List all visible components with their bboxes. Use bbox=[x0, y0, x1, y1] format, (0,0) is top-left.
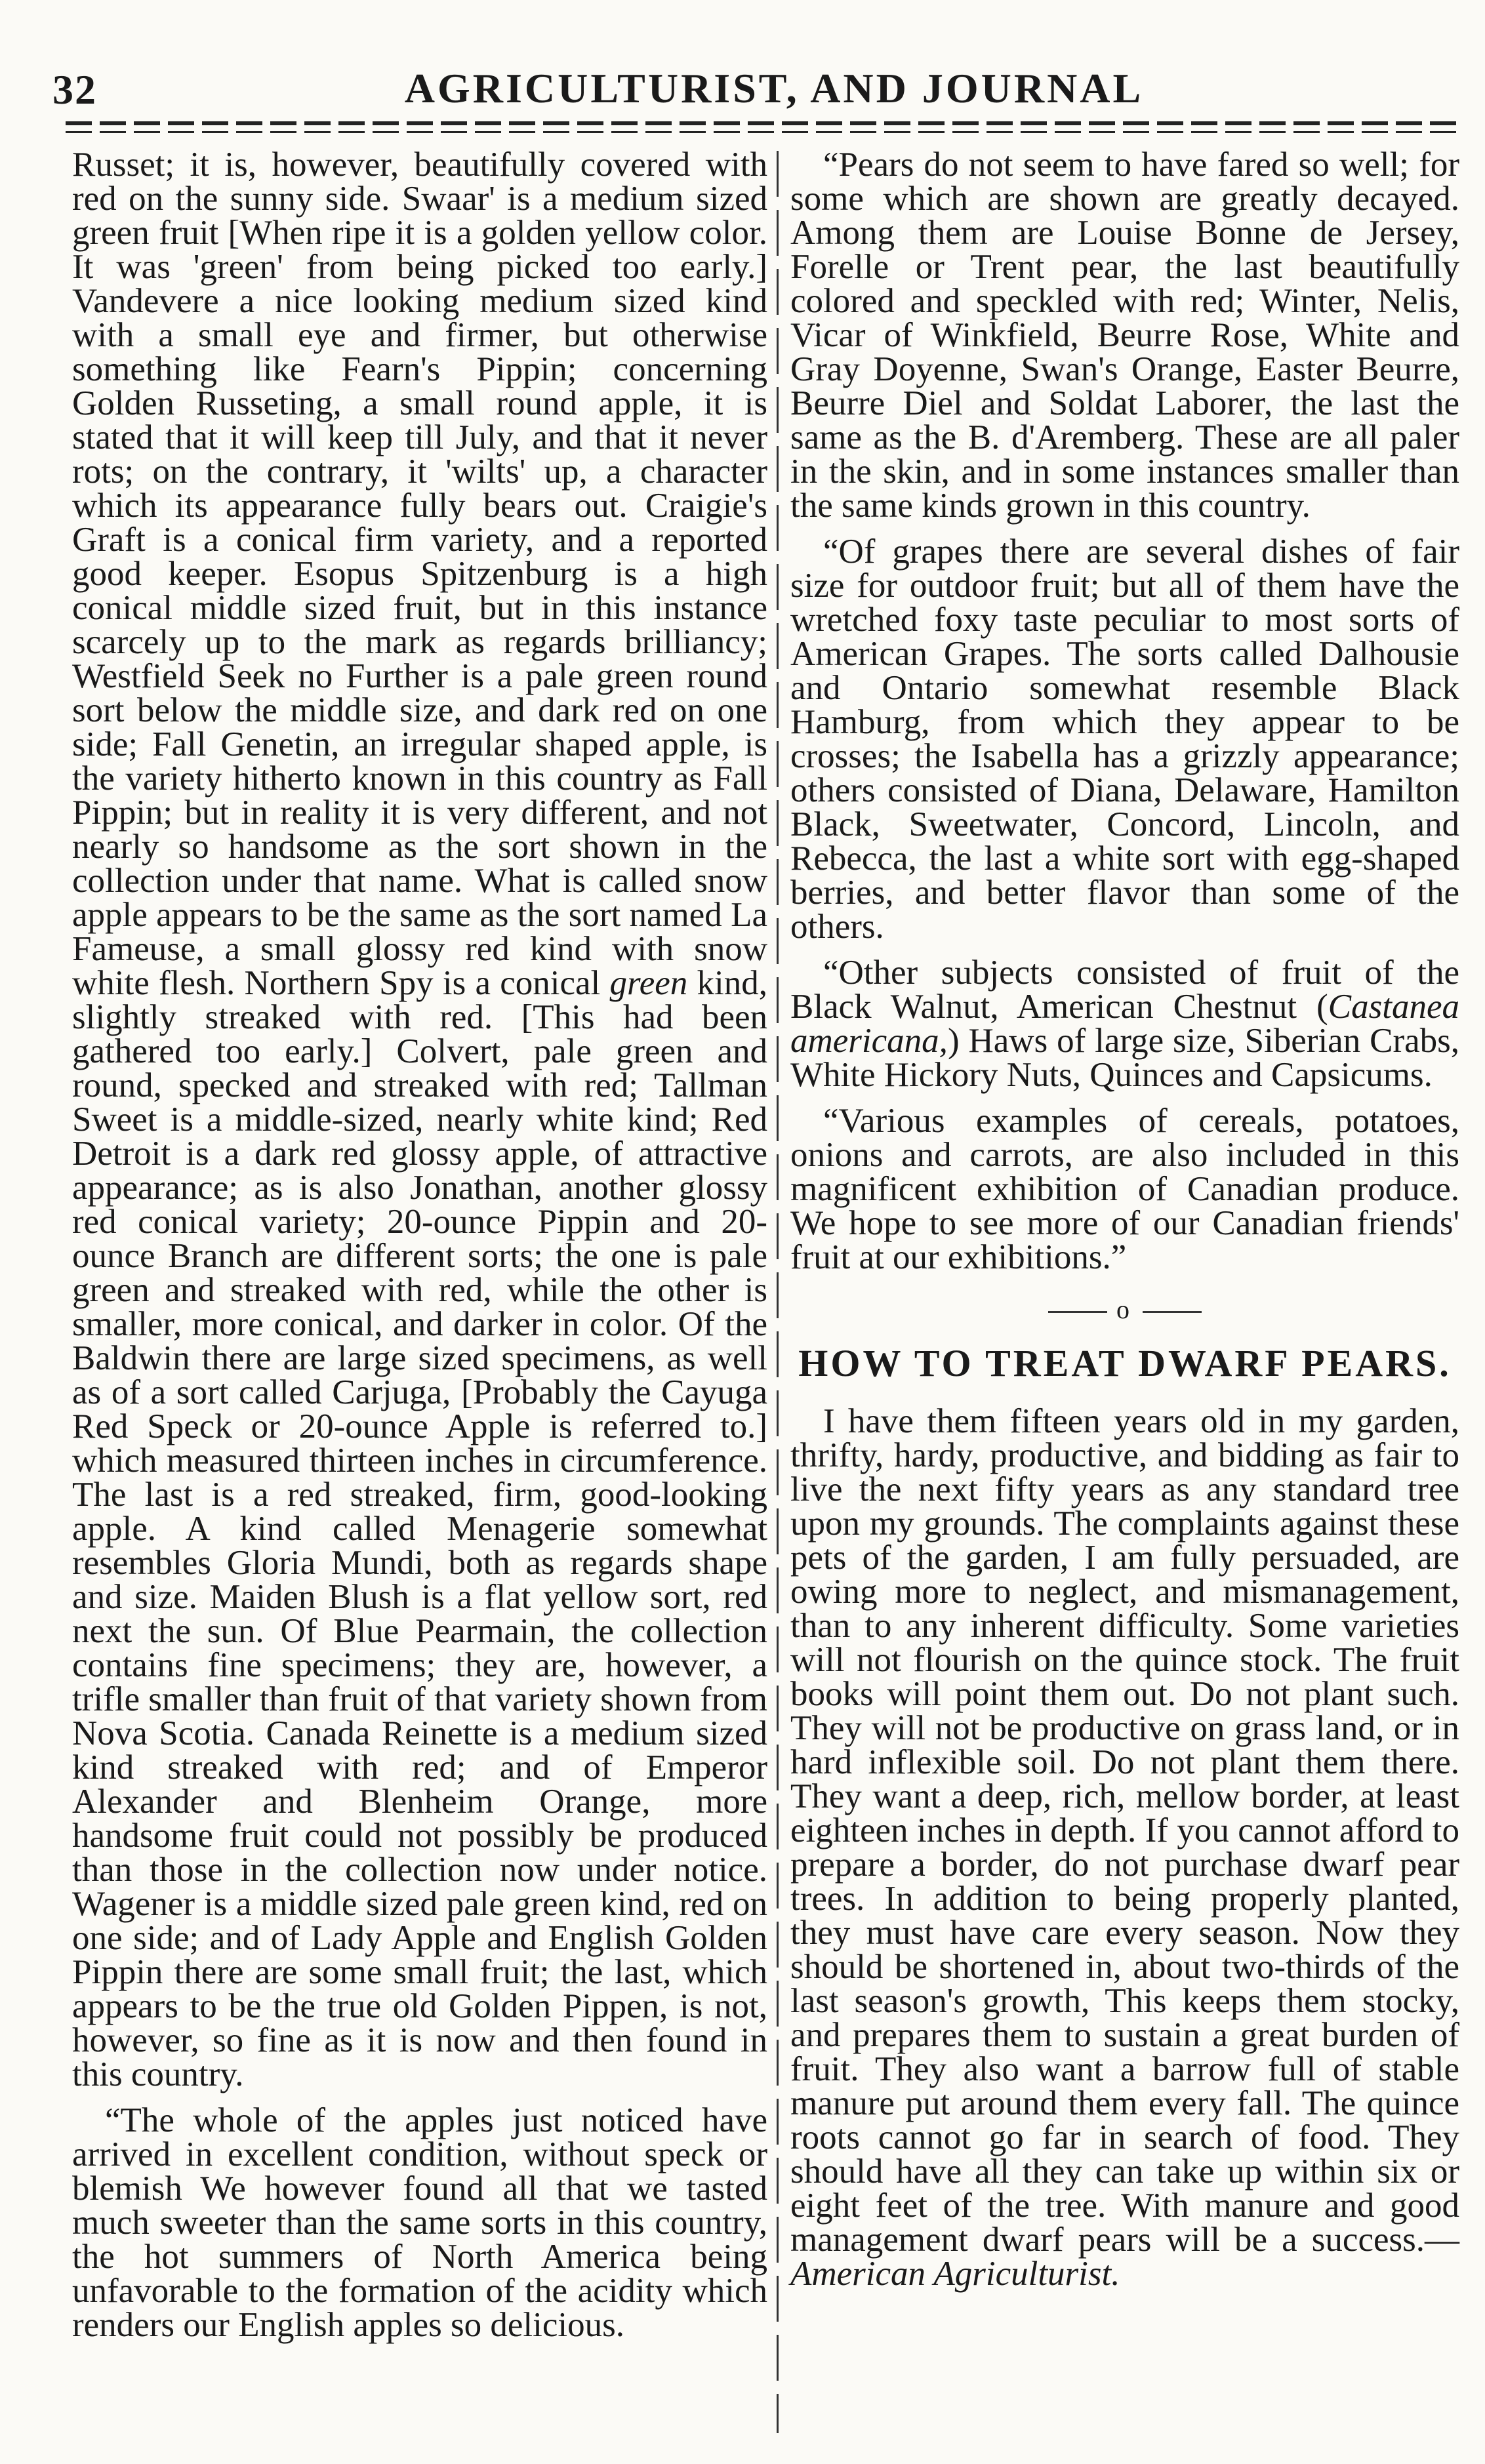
paragraph-other-subjects: “Other subjects consisted of fruit of the Black Walnut, American Chestnut (Castanea americana,) Haws of large size, Siberian Crabs, White Hickory Nuts, Quinces and Capsicums. bbox=[790, 954, 1459, 1094]
emphasis: green bbox=[609, 964, 688, 1002]
article-signature: American Agriculturist. bbox=[790, 2255, 1120, 2293]
paragraph-grapes: “Of grapes there are several dishes of fair size for outdoor fruit; but all of them have the wretched foxy taste peculiar to most sorts of American Grapes. The sorts called Dalhousie and Ontario somewhat resemble Black Hamburg, from which they appear to be crosses; the Isabella has a grizzly appearance; others consisted of Diana, Delaware, Hamilton Black, Sweetwater, Concord, Lincoln, and Rebecca, the last a white sort with egg-shaped berries, and better flavor than some of the others. bbox=[790, 533, 1459, 946]
header-rule bbox=[66, 121, 1456, 125]
paragraph-cereals: “Various examples of cereals, potatoes, onions and carrots, are also included in this magnificent exhibition of Canadian produce. We hope to see more of our Canadian friends' fruit at our exhibitions.” bbox=[790, 1102, 1459, 1276]
column-divider bbox=[777, 151, 779, 2433]
article-title: HOW TO TREAT DWARF PEARS. bbox=[798, 1342, 1452, 1384]
paragraph-apples: Russet; it is, however, beautifully covered with red on the sunny side. Swaar' is a medium sized green fruit [When ripe it is a golden yellow color. It was 'green' from being picked too early.] Vandevere a nice looking medium sized kind with a small eye and firmer, but otherwise something like Fearn's Pippin; concerning Golden Russeting, a small round apple, it is stated that it will keep till July, and that it never rots; on the contrary, it 'wilts' up, a character which its appearance fully bears out. Craigie's Graft is a conical firm variety, and a reported good keeper. Esopus Spitzenburg is a high conical middle sized fruit, but in this instance scarcely up to the mark as regards brilliancy; Westfield Seek no Further is a pale green round sort below the middle size, and dark red on one side; Fall Genetin, an irregular shaped apple, is the variety hitherto known in this country as Fall Pippin; but in reality it is very different, and not nearly so handsome as the sort shown in the collection under that name. What is called snow apple appears to be the same as the sort named La Fameuse, a small glossy red kind with snow white flesh. Northern Spy is a conical green kind, slightly streaked with red. [This had been gathered too early.] Colvert, pale green and round, specked and streaked with red; Tallman Sweet is a middle-sized, nearly white kind; Red Detroit is a dark red glossy apple, of attractive appearance; as is also Jonathan, another glossy red conical variety; 20-ounce Pippin and 20-ounce Branch are different sorts; the one is pale green and streaked with red, while the other is smaller, more conical, and darker in color. Of the Baldwin there are large sized specimens, as well as of a sort called Carjuga, [Probably the Cayuga Red Speck or 20-ounce Apple is referred to.] which measured thirteen inches in circumference. The last is a red streaked, firm, good-looking apple. A kind called Menagerie somewhat resembles Gloria Mundi, both as regards shape and size. Maiden Blush is a flat yellow sort, red next the sun. Of Blue Pearmain, the collection contains fine specimens; they are, however, a trifle smaller than fruit of that variety shown from Nova Scotia. Canada Reinette is a medium sized kind streaked with red; and of Emperor Alexander and Blenheim Orange, more handsome fruit could not possibly be produced than those in the collection now under notice. Wagener is a middle sized pale green kind, red on one side; and of Lady Apple and English Golden Pippin there are some small fruit; the last, which appears to be the true old Golden Pippen, is not, however, so fine as it is now and then found in this country. bbox=[72, 146, 768, 2093]
paragraph-pears: “Pears do not seem to have fared so well; for some which are shown are greatly decayed. Among them are Louise Bonne de Jersey, Forelle or Trent pear, the last beautifully colored and speckled with red; Winter, Nelis, Vicar of Winkfield, Beurre Rose, White and Gray Doyenne, Swan's Orange, Easter Beurre, Beurre Diel and Soldat Laborer, the last the same as the B. d'Aremberg. These are all paler in the skin, and in some instances smaller than the same kinds grown in this country. bbox=[790, 146, 1459, 525]
page-number: 32 bbox=[52, 66, 97, 113]
header-rule-thin bbox=[66, 131, 1456, 133]
section-separator: o bbox=[790, 1293, 1459, 1327]
right-column bbox=[790, 148, 1459, 2303]
page-header bbox=[52, 52, 1482, 125]
paragraph-condition: “The whole of the apples just noticed have arrived in excellent condition, without speck or blemish We however found all that we tasted much sweeter than the same sorts in this country, the hot summers of North America being unfavorable to the formation of the acidity which renders our English apples so delicious. bbox=[72, 2101, 767, 2344]
article-body: I have them fifteen years old in my garden, thrifty, hardy, productive, and bidding as fair to live the next fifty years as any standard tree upon my grounds. The complaints against these pets of the garden, I am fully persuaded, are owing more to neglect, and mismanagement, than to any inherent difficulty. Some varieties will not flourish on the quince stock. The fruit books will point them out. Do not plant such. They will not be productive on grass land, or in hard inflexible soil. Do not plant them there. They want a deep, rich, mellow border, at least eighteen inches in depth. If you cannot afford to prepare a border, do not purchase dwarf pear trees. In addition to being properly planted, they must have care every season. Now they should be shortened in, about two-thirds of the last season's growth, This keeps them stocky, and prepares them to sustain a great burden of fruit. They also want a barrow full of stable manure put around them every fall. The quince roots cannot go far in search of food. They should have all they can take up within six or eight feet of the tree. With manure and good management dwarf pears will be a success.—American Agriculturist. bbox=[790, 1402, 1459, 2293]
emphasis: Castanea americana, bbox=[790, 988, 1459, 1060]
left-column bbox=[72, 148, 767, 2354]
running-title: AGRICULTURIST, AND JOURNAL bbox=[404, 65, 1144, 111]
